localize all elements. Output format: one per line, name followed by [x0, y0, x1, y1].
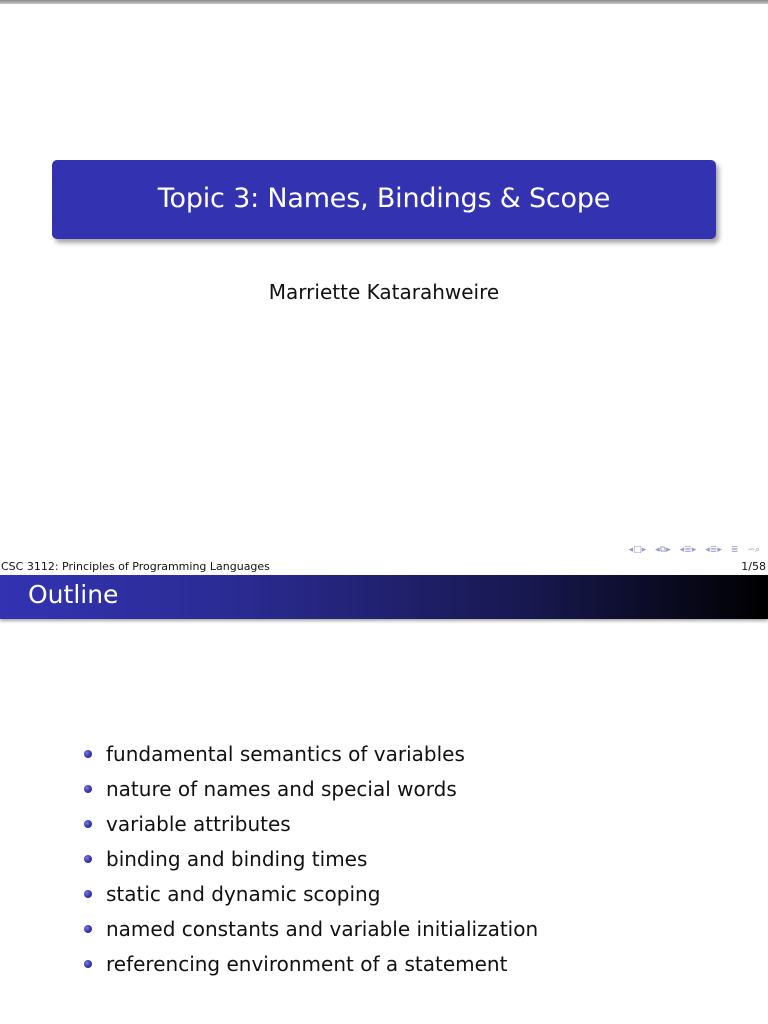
- nav-frame-icon[interactable]: □: [633, 545, 642, 555]
- nav-next-icon[interactable]: ▸: [717, 545, 722, 555]
- nav-subsection-icon[interactable]: ⧉: [659, 545, 667, 555]
- list-item-text: fundamental semantics of variables: [106, 741, 465, 766]
- bullet-icon: [84, 750, 92, 758]
- nav-prev-icon[interactable]: ◂: [628, 545, 634, 555]
- bullet-icon: [84, 925, 92, 933]
- list-item: [84, 946, 538, 981]
- list-item-text: referencing environment of a statement: [106, 951, 508, 976]
- bullet-icon: [84, 785, 92, 793]
- list-item: [84, 911, 538, 946]
- footer-course: CSC 3112: Principles of Programming Languages: [1, 560, 270, 573]
- list-item: [84, 806, 538, 841]
- bullet-icon: [84, 855, 92, 863]
- nav-appendix-icon[interactable]: ≣: [730, 545, 739, 555]
- nav-next-icon[interactable]: ▸: [641, 545, 647, 555]
- list-item: [84, 771, 538, 806]
- list-item: [84, 876, 538, 911]
- nav-prev-icon[interactable]: ◂: [705, 545, 710, 555]
- nav-prev-icon[interactable]: ◂: [655, 545, 660, 555]
- list-item-text: binding and binding times: [106, 846, 368, 871]
- list-item-text: named constants and variable initialization: [106, 916, 539, 941]
- top-rule: [0, 0, 768, 4]
- footer-page-number: 1/58: [741, 560, 766, 573]
- list-item-text: static and dynamic scoping: [106, 881, 381, 906]
- beamer-nav-controls: [629, 543, 760, 557]
- list-item-text: nature of names and special words: [106, 776, 457, 801]
- list-item: [84, 736, 538, 771]
- outline-list: [84, 736, 538, 981]
- bullet-icon: [84, 960, 92, 968]
- slide-title: Topic 3: Names, Bindings & Scope: [157, 183, 611, 214]
- bullet-icon: [84, 890, 92, 898]
- nav-section-icon[interactable]: ≣: [684, 545, 692, 555]
- list-item: [84, 841, 538, 876]
- nav-next-icon[interactable]: ▸: [691, 545, 697, 555]
- frame-title-bar: [0, 575, 768, 619]
- bullet-icon: [84, 820, 92, 828]
- nav-search-icon[interactable]: ∽: [747, 545, 755, 555]
- nav-section-icon[interactable]: ≣: [709, 545, 718, 555]
- nav-prev-icon[interactable]: ◂: [679, 545, 685, 555]
- list-item-text: variable attributes: [106, 811, 291, 836]
- nav-zoom-icon[interactable]: ⌕: [754, 545, 760, 555]
- title-box: [52, 160, 716, 239]
- frame-title: Outline: [28, 580, 119, 609]
- nav-next-icon[interactable]: ▸: [666, 545, 671, 555]
- author-name: Marriette Katarahweire: [268, 280, 500, 304]
